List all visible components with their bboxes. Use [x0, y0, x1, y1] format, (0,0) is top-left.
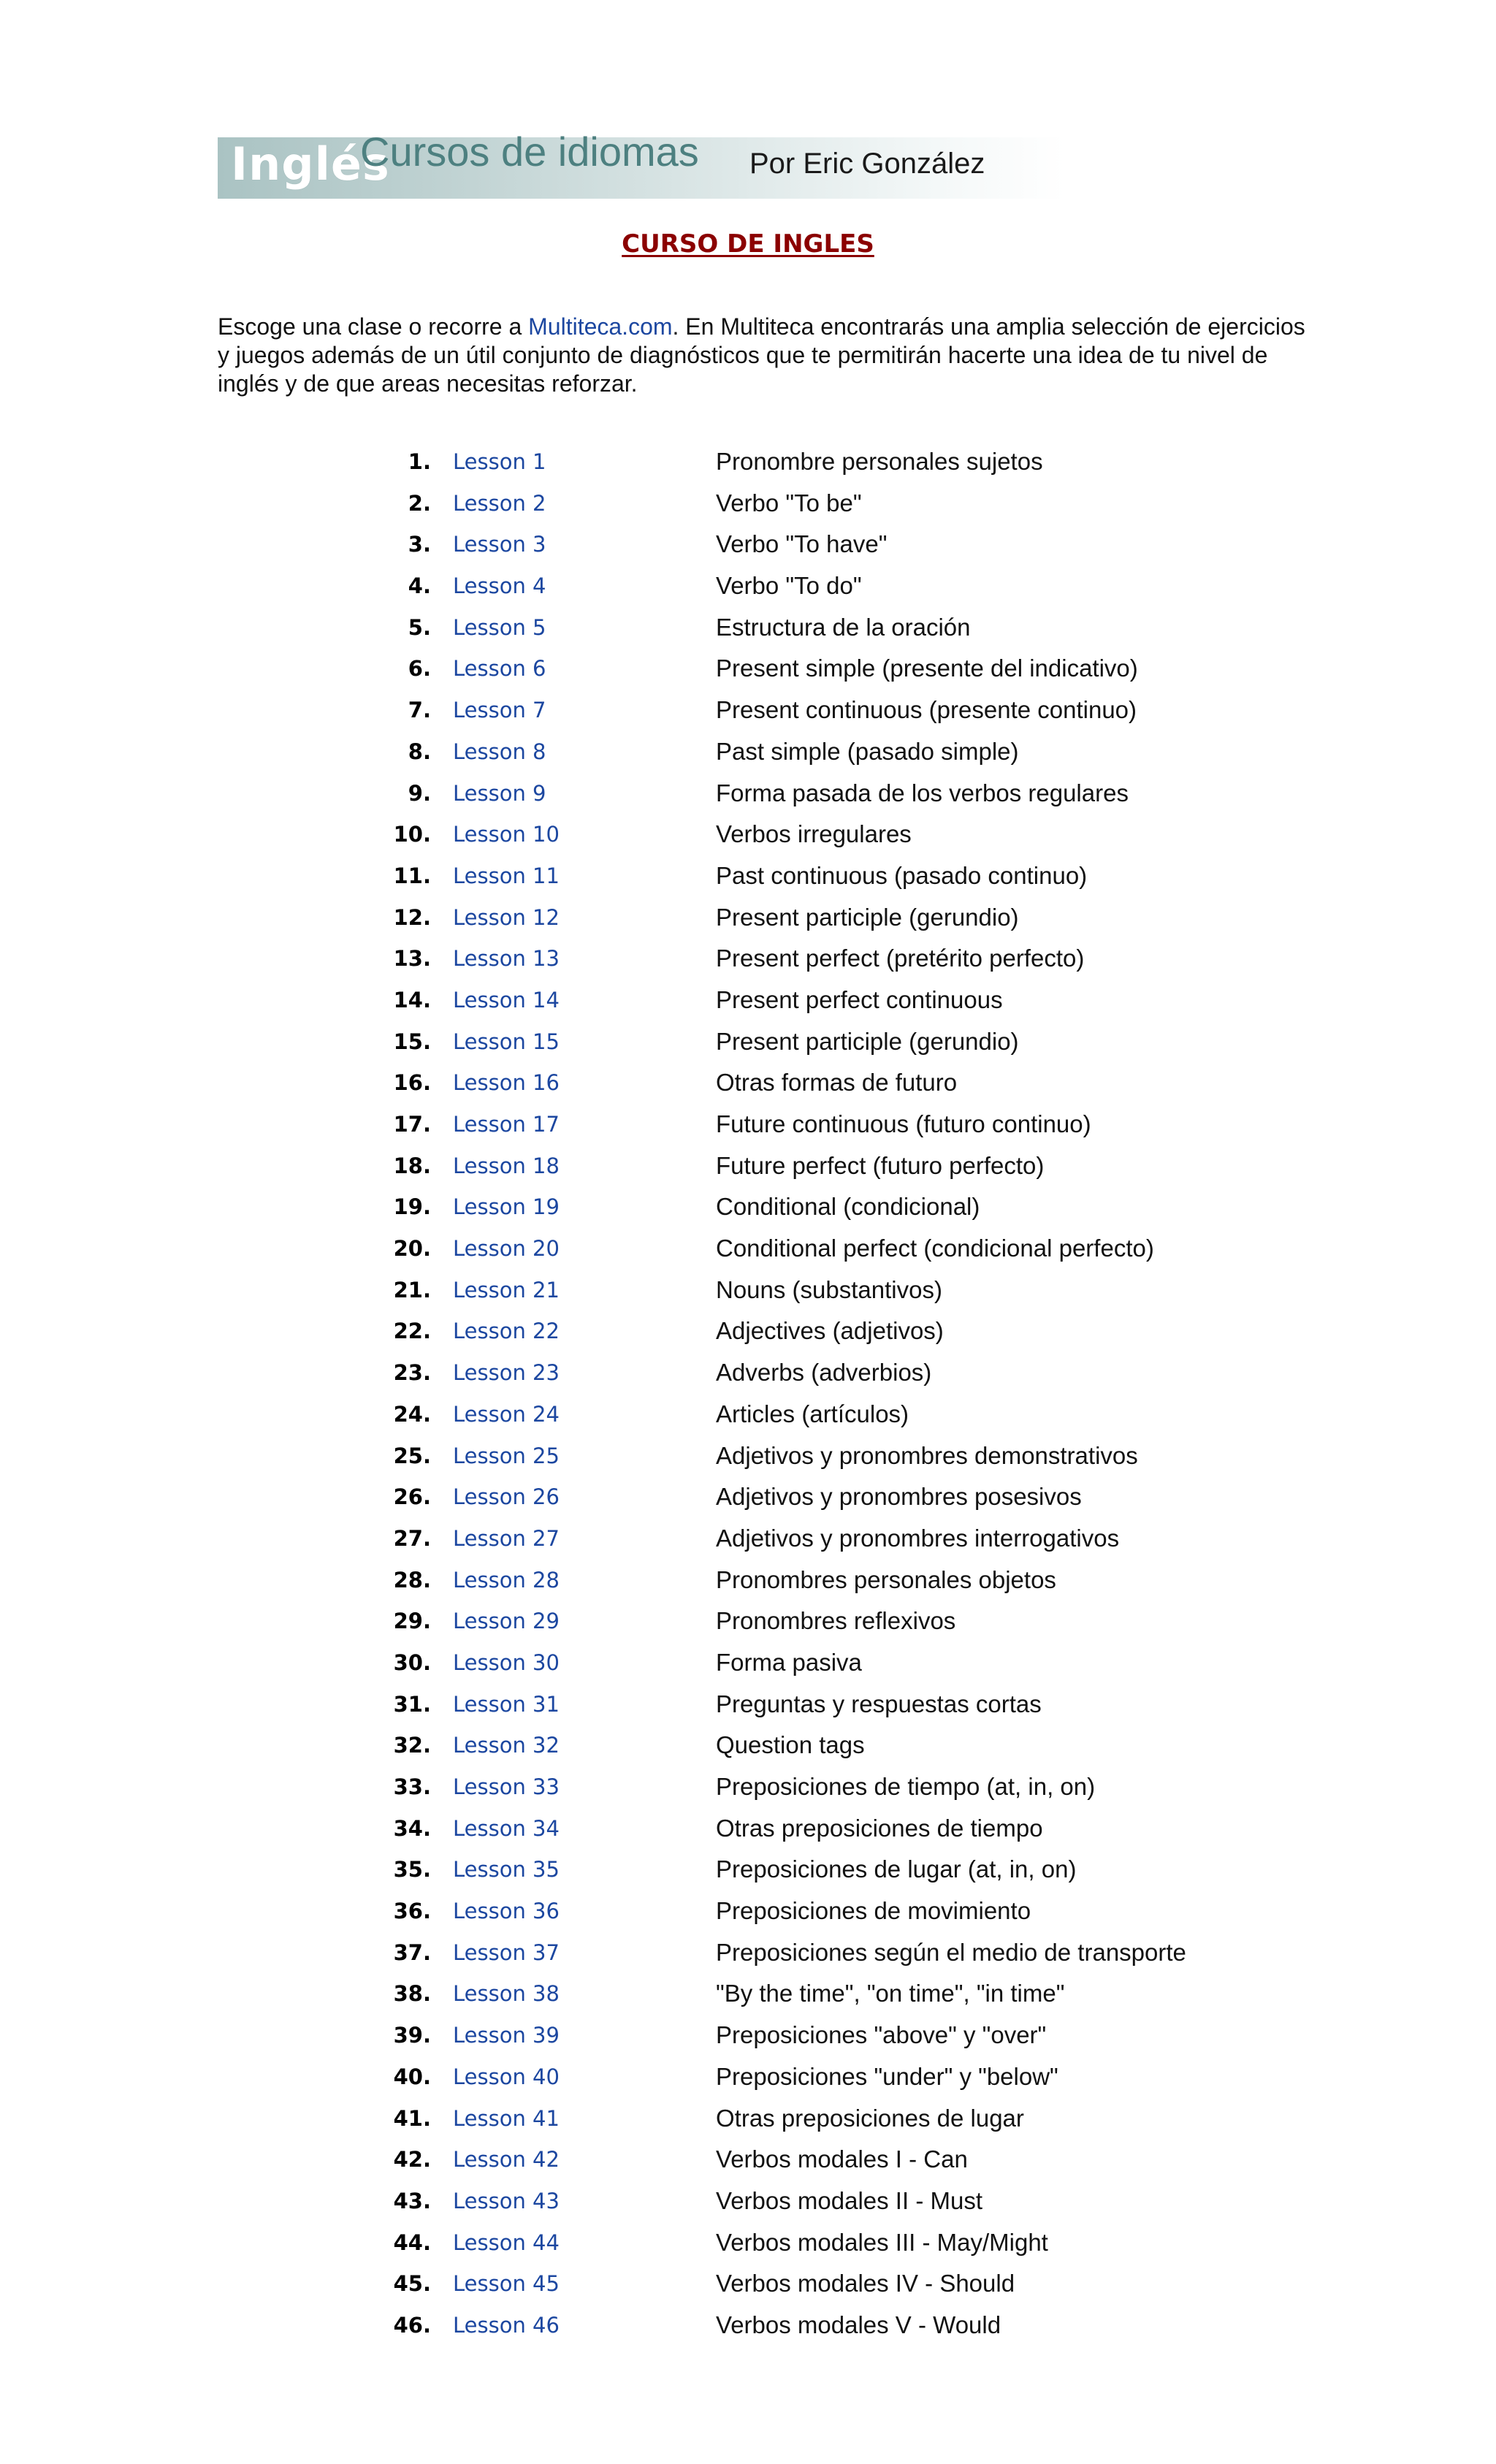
lesson-topic: Verbo "To be": [716, 489, 862, 516]
lesson-row: [0, 1565, 1496, 1607]
lesson-topic: Adjetivos y pronombres posesivos: [716, 1483, 1082, 1511]
lesson-number: 23.: [393, 1360, 431, 1386]
lesson-number: 14.: [393, 987, 431, 1012]
lesson-row: [0, 820, 1496, 861]
lesson-link[interactable]: Lesson 29: [453, 1609, 560, 1634]
lesson-topic: Present simple (presente del indicativo): [716, 655, 1138, 682]
lesson-number: 37.: [393, 1939, 431, 1965]
lesson-topic: Adjetivos y pronombres demonstrativos: [716, 1441, 1138, 1469]
lesson-link[interactable]: Lesson 16: [453, 1070, 560, 1096]
intro-paragraph: [218, 313, 1313, 398]
lesson-link[interactable]: Lesson 6: [453, 656, 546, 682]
lesson-list: [0, 447, 1496, 2352]
lesson-topic: Present perfect (pretérito perfecto): [716, 945, 1085, 972]
lesson-topic: Forma pasada de los verbos regulares: [716, 779, 1129, 806]
lesson-number: 4.: [408, 573, 431, 599]
lesson-topic: Preguntas y respuestas cortas: [716, 1690, 1042, 1717]
lesson-number: 30.: [393, 1649, 431, 1675]
lesson-row: [0, 737, 1496, 779]
lesson-row: [0, 985, 1496, 1027]
lesson-topic: Preposiciones de lugar (at, in, on): [716, 1855, 1077, 1883]
lesson-number: 7.: [408, 698, 431, 723]
lesson-topic: Pronombre personales sujetos: [716, 448, 1043, 475]
lesson-topic: Verbos modales II - Must: [716, 2186, 982, 2214]
lesson-link[interactable]: Lesson 27: [453, 1525, 560, 1551]
lesson-topic: Preposiciones "above" y "over": [716, 2021, 1047, 2049]
lesson-topic: Verbos modales I - Can: [716, 2145, 968, 2173]
lesson-link[interactable]: Lesson 12: [453, 904, 560, 930]
lesson-row: [0, 1979, 1496, 2021]
lesson-link[interactable]: Lesson 11: [453, 863, 560, 888]
lesson-row: [0, 1482, 1496, 1524]
lesson-topic: Articles (artículos): [716, 1400, 909, 1427]
lesson-row: [0, 2186, 1496, 2228]
lesson-link[interactable]: Lesson 21: [453, 1277, 560, 1302]
lesson-link[interactable]: Lesson 38: [453, 1981, 560, 2007]
lesson-row: [0, 1110, 1496, 1151]
lesson-number: 34.: [393, 1815, 431, 1841]
lesson-link[interactable]: Lesson 33: [453, 1774, 560, 1799]
lesson-number: 3.: [408, 532, 431, 557]
lesson-number: 24.: [393, 1401, 431, 1427]
lesson-link[interactable]: Lesson 45: [453, 2271, 560, 2297]
lesson-link[interactable]: Lesson 8: [453, 739, 546, 764]
lesson-number: 22.: [393, 1319, 431, 1344]
lesson-link[interactable]: Lesson 46: [453, 2312, 560, 2338]
lesson-link[interactable]: Lesson 13: [453, 946, 560, 972]
lesson-topic: Pronombres personales objetos: [716, 1565, 1056, 1593]
lesson-topic: Conditional (condicional): [716, 1193, 980, 1221]
lesson-row: [0, 2104, 1496, 2145]
lesson-row: [0, 571, 1496, 613]
lesson-topic: "By the time", "on time", "in time": [716, 1980, 1065, 2007]
lesson-number: 31.: [393, 1691, 431, 1717]
lesson-link[interactable]: Lesson 43: [453, 2188, 560, 2213]
lesson-row: [0, 1441, 1496, 1483]
lesson-link[interactable]: Lesson 32: [453, 1733, 560, 1758]
lesson-number: 41.: [393, 2105, 431, 2131]
lesson-row: [0, 2311, 1496, 2352]
lesson-link[interactable]: Lesson 22: [453, 1319, 560, 1344]
lesson-row: [0, 1896, 1496, 1938]
lesson-number: 46.: [393, 2312, 431, 2338]
lesson-link[interactable]: Lesson 9: [453, 780, 546, 806]
lesson-link[interactable]: Lesson 39: [453, 2023, 560, 2048]
lesson-topic: Adverbs (adverbios): [716, 1359, 932, 1387]
lesson-number: 44.: [393, 2230, 431, 2255]
lesson-link[interactable]: Lesson 36: [453, 1899, 560, 1924]
lesson-number: 42.: [393, 2147, 431, 2173]
intro-text-after: . En Multiteca encontrarás una amplia selección de ejercicios y juegos además de un útil conjunto de diagnósticos que te permitirán hacerte una idea de tu nivel de inglés y de que areas necesitas reforzar.: [218, 313, 1305, 397]
lesson-link[interactable]: Lesson 5: [453, 614, 546, 640]
lesson-number: 45.: [393, 2271, 431, 2297]
lesson-row: [0, 944, 1496, 985]
lesson-row: [0, 654, 1496, 695]
lesson-row: [0, 1234, 1496, 1275]
lesson-link[interactable]: Lesson 15: [453, 1029, 560, 1054]
lesson-link[interactable]: Lesson 20: [453, 1236, 560, 1262]
banner-title: Inglés: [231, 137, 390, 191]
lesson-row: [0, 861, 1496, 903]
lesson-topic: Present continuous (presente continuo): [716, 696, 1137, 724]
lesson-number: 11.: [393, 863, 431, 888]
lesson-topic: Verbo "To have": [716, 530, 888, 558]
lesson-link[interactable]: Lesson 40: [453, 2064, 560, 2089]
multiteca-link[interactable]: Multiteca.com: [528, 313, 673, 340]
lesson-link[interactable]: Lesson 3: [453, 532, 546, 557]
lesson-link[interactable]: Lesson 42: [453, 2147, 560, 2173]
lesson-topic: Conditional perfect (condicional perfecto): [716, 1235, 1154, 1262]
lesson-topic: Present participle (gerundio): [716, 903, 1019, 931]
lesson-topic: Preposiciones "under" y "below": [716, 2062, 1058, 2090]
lesson-topic: Otras preposiciones de lugar: [716, 2104, 1024, 2132]
lesson-link[interactable]: Lesson 7: [453, 698, 546, 723]
lesson-number: 32.: [393, 1733, 431, 1758]
lesson-number: 5.: [408, 614, 431, 640]
lesson-topic: Future continuous (futuro continuo): [716, 1110, 1091, 1137]
lesson-number: 40.: [393, 2064, 431, 2089]
lesson-number: 27.: [393, 1525, 431, 1551]
lesson-row: [0, 1814, 1496, 1855]
lesson-topic: Present perfect continuous: [716, 985, 1003, 1013]
lesson-row: [0, 1027, 1496, 1069]
lesson-number: 17.: [393, 1112, 431, 1137]
lesson-topic: Pronombres reflexivos: [716, 1607, 956, 1635]
lesson-link[interactable]: Lesson 2: [453, 490, 546, 516]
lesson-number: 36.: [393, 1899, 431, 1924]
lesson-number: 9.: [408, 780, 431, 806]
lesson-link[interactable]: Lesson 44: [453, 2230, 560, 2255]
lesson-number: 8.: [408, 739, 431, 764]
lesson-row: [0, 530, 1496, 571]
lesson-topic: Verbos irregulares: [716, 820, 912, 848]
lesson-number: 19.: [393, 1194, 431, 1220]
lesson-row: [0, 1358, 1496, 1400]
lesson-topic: Forma pasiva: [716, 1648, 862, 1676]
lesson-link[interactable]: Lesson 10: [453, 822, 560, 847]
lesson-link[interactable]: Lesson 31: [453, 1691, 560, 1717]
lesson-topic: Adjectives (adjetivos): [716, 1317, 944, 1345]
lesson-number: 35.: [393, 1857, 431, 1883]
lesson-number: 29.: [393, 1609, 431, 1634]
lesson-topic: Preposiciones de movimiento: [716, 1897, 1031, 1925]
lesson-number: 26.: [393, 1484, 431, 1510]
header-banner: [218, 129, 1065, 199]
lesson-row: [0, 1400, 1496, 1441]
lesson-topic: Verbos modales IV - Should: [716, 2270, 1015, 2297]
lesson-topic: Estructura de la oración: [716, 613, 971, 641]
lesson-row: [0, 2145, 1496, 2186]
lesson-row: [0, 2062, 1496, 2104]
lesson-number: 21.: [393, 1277, 431, 1302]
lesson-row: [0, 1606, 1496, 1648]
lesson-number: 25.: [393, 1443, 431, 1468]
lesson-row: [0, 1068, 1496, 1110]
lesson-row: [0, 489, 1496, 530]
lesson-number: 1.: [408, 449, 431, 474]
lesson-row: [0, 1690, 1496, 1731]
lesson-row: [0, 2269, 1496, 2311]
banner-subtitle: Cursos de idiomas: [360, 129, 699, 175]
lesson-topic: Verbo "To do": [716, 572, 862, 600]
lesson-number: 2.: [408, 490, 431, 516]
lesson-number: 33.: [393, 1774, 431, 1799]
lesson-number: 18.: [393, 1153, 431, 1178]
intro-text-before: Escoge una clase o recorre a: [218, 313, 529, 340]
lesson-link[interactable]: Lesson 23: [453, 1360, 560, 1386]
lesson-row: [0, 903, 1496, 945]
lesson-number: 38.: [393, 1981, 431, 2007]
lesson-number: 12.: [393, 904, 431, 930]
lesson-topic: Future perfect (futuro perfecto): [716, 1151, 1045, 1179]
lesson-row: [0, 2228, 1496, 2270]
lesson-link[interactable]: Lesson 37: [453, 1939, 560, 1965]
lesson-topic: Preposiciones de tiempo (at, in, on): [716, 1773, 1096, 1800]
lesson-row: [0, 447, 1496, 489]
lesson-row: [0, 1938, 1496, 1980]
lesson-topic: Otras preposiciones de tiempo: [716, 1814, 1043, 1842]
lesson-number: 10.: [393, 822, 431, 847]
lesson-topic: Present participle (gerundio): [716, 1027, 1019, 1055]
banner-author: Por Eric González: [749, 148, 985, 180]
lesson-topic: Otras formas de futuro: [716, 1069, 958, 1096]
lesson-row: [0, 1316, 1496, 1358]
lesson-row: [0, 1275, 1496, 1317]
lesson-topic: Question tags: [716, 1731, 865, 1759]
lesson-link[interactable]: Lesson 1: [453, 449, 546, 474]
lesson-row: [0, 2021, 1496, 2062]
lesson-link[interactable]: Lesson 26: [453, 1484, 560, 1510]
lesson-row: [0, 1151, 1496, 1193]
lesson-link[interactable]: Lesson 14: [453, 987, 560, 1012]
lesson-row: [0, 1772, 1496, 1814]
lesson-number: 20.: [393, 1236, 431, 1262]
lesson-topic: Verbos modales III - May/Might: [716, 2228, 1048, 2256]
lesson-row: [0, 779, 1496, 820]
lesson-link[interactable]: Lesson 17: [453, 1112, 560, 1137]
lesson-link[interactable]: Lesson 19: [453, 1194, 560, 1220]
page-title: CURSO DE INGLES: [622, 229, 874, 259]
lesson-link[interactable]: Lesson 28: [453, 1567, 560, 1593]
lesson-link[interactable]: Lesson 18: [453, 1153, 560, 1178]
lesson-link[interactable]: Lesson 30: [453, 1649, 560, 1675]
lesson-link[interactable]: Lesson 34: [453, 1815, 560, 1841]
lesson-number: 28.: [393, 1567, 431, 1593]
lesson-link[interactable]: Lesson 25: [453, 1443, 560, 1468]
lesson-topic: Adjetivos y pronombres interrogativos: [716, 1524, 1120, 1552]
lesson-number: 16.: [393, 1070, 431, 1096]
lesson-row: [0, 1855, 1496, 1896]
lesson-topic: Past continuous (pasado continuo): [716, 861, 1088, 889]
lesson-topic: Verbos modales V - Would: [716, 2311, 1001, 2338]
lesson-number: 15.: [393, 1029, 431, 1054]
lesson-topic: Past simple (pasado simple): [716, 737, 1019, 765]
lesson-topic: Nouns (substantivos): [716, 1275, 942, 1303]
lesson-row: [0, 1648, 1496, 1690]
lesson-link[interactable]: Lesson 24: [453, 1401, 560, 1427]
lesson-row: [0, 695, 1496, 737]
lesson-row: [0, 1192, 1496, 1234]
lesson-row: [0, 613, 1496, 655]
lesson-topic: Preposiciones según el medio de transporte: [716, 1938, 1186, 1966]
lesson-number: 13.: [393, 946, 431, 972]
lesson-link[interactable]: Lesson 4: [453, 573, 546, 599]
lesson-link[interactable]: Lesson 35: [453, 1857, 560, 1883]
lesson-number: 43.: [393, 2188, 431, 2213]
lesson-number: 6.: [408, 656, 431, 682]
lesson-number: 39.: [393, 2023, 431, 2048]
lesson-row: [0, 1524, 1496, 1565]
lesson-row: [0, 1731, 1496, 1772]
lesson-link[interactable]: Lesson 41: [453, 2105, 560, 2131]
